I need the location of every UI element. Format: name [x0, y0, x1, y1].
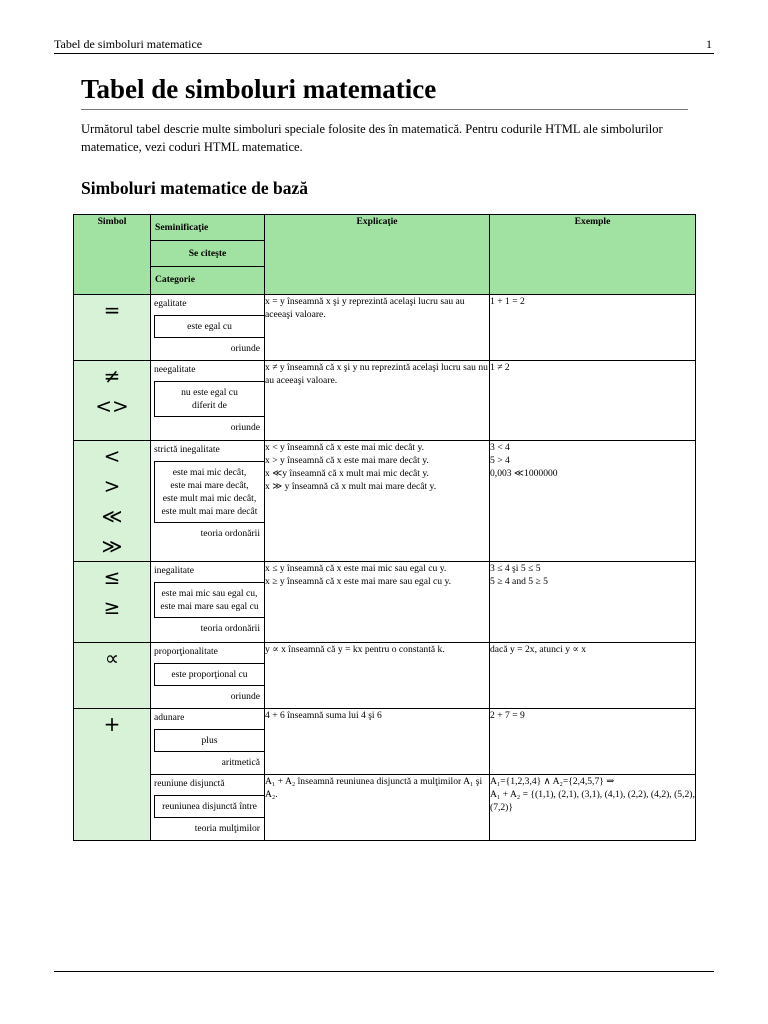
explanation-line: x ≠ y înseamnă că x şi y nu reprezintă acelaşi lucru sau nu au aceeaşi valoare.	[265, 362, 488, 386]
reads-line: este mult mai mic decât,	[162, 493, 257, 504]
explanation-line: x < y înseamnă că x este mai mic decât y.	[265, 442, 425, 453]
explanation-cell	[265, 295, 490, 361]
example-line: 0,003 ≪1000000	[490, 468, 558, 479]
meaning-reads	[154, 729, 264, 752]
symbol-glyph: +	[103, 712, 121, 736]
reads-line: este mai mic decât,	[172, 467, 247, 478]
title-rule	[81, 109, 688, 110]
reads-line: plus	[201, 735, 218, 746]
examples-cell	[490, 562, 696, 643]
example-line: 1 + 1 = 2	[490, 296, 525, 307]
reads-line: este mai mare sau egal cu	[160, 601, 259, 612]
explanation-cell	[265, 709, 490, 775]
meaning-name: inegalitate	[154, 565, 194, 576]
explanation-line: x ≪y înseamnă că x mult mai mic decât y.	[265, 468, 429, 479]
running-header	[54, 36, 714, 52]
example-line: dacă y = 2x, atunci y ∝ x	[490, 644, 587, 655]
meaning-category: teoria mulţimilor	[194, 823, 260, 834]
meaning-reads	[154, 461, 264, 523]
table-row	[74, 562, 696, 643]
explanation-cell	[265, 643, 490, 709]
meaning-category: teoria ordonării	[200, 623, 260, 634]
symbol-cell	[74, 295, 151, 361]
explanation-line: y ∝ x înseamnă că y = kx pentru o constantă k.	[265, 644, 445, 655]
meaning-category: teoria ordonării	[200, 528, 260, 539]
reads-line: este mai mare decât,	[170, 480, 249, 491]
explanation-cell	[265, 441, 490, 562]
explanation-line: x ≤ y înseamnă că x este mai mic sau egal cu y.	[265, 563, 447, 574]
symbol-cell	[74, 562, 151, 643]
symbol-glyph: ≪	[101, 504, 123, 528]
table-row	[74, 709, 696, 775]
symbol-cell	[74, 643, 151, 709]
header-meaning-group	[151, 215, 265, 295]
examples-cell	[490, 295, 696, 361]
meaning-name: strictă inegalitate	[154, 444, 220, 455]
example-line: A₁={1,2,3,4} ∧ A₂={2,4,5,7} ⇒	[490, 776, 615, 787]
examples-cell	[490, 775, 696, 841]
reads-line: este proporţional cu	[171, 669, 248, 680]
meaning-name: reuniune disjunctă	[154, 778, 225, 789]
meaning-reads	[154, 381, 264, 417]
meaning-cell	[151, 441, 265, 562]
header-explanation-label: Explicaţie	[356, 216, 398, 227]
explanation-line: x ≫ y înseamnă că x mult mai mare decât y.	[265, 481, 437, 492]
table-row	[74, 643, 696, 709]
meaning-reads	[154, 795, 264, 818]
header-symbol-label: Simbol	[97, 216, 127, 227]
meaning-reads	[154, 582, 264, 618]
reads-line: nu este egal cu	[181, 387, 238, 398]
meaning-name: egalitate	[154, 298, 187, 309]
meaning-cell	[151, 775, 265, 841]
header-meaning: Seminificaţie	[151, 215, 264, 241]
explanation-line: 4 + 6 înseamnă suma lui 4 şi 6	[265, 710, 382, 721]
header-examples	[490, 215, 696, 295]
symbol-glyph: <>	[95, 394, 129, 418]
bottom-rule	[54, 971, 714, 972]
meaning-reads	[154, 663, 264, 686]
explanation-cell	[265, 361, 490, 441]
symbol-glyph: ≫	[101, 534, 123, 558]
meaning-category: oriunde	[230, 343, 260, 354]
explanation-cell	[265, 775, 490, 841]
example-line: 3 < 4	[490, 442, 510, 453]
symbol-glyph: ≠	[103, 364, 121, 388]
header-category: Categorie	[155, 274, 195, 285]
examples-cell	[490, 709, 696, 775]
meaning-cell	[151, 295, 265, 361]
symbol-cell	[74, 441, 151, 562]
meaning-reads	[154, 315, 264, 338]
example-line: 5 ≥ 4 and 5 ≥ 5	[490, 576, 548, 587]
intro-paragraph: Următorul tabel descrie multe simboluri speciale folosite des în matematică. Pentru codurile HTML ale simbolurilor matematice, vezi coduri HTML matematice.	[81, 122, 663, 154]
meaning-cell	[151, 643, 265, 709]
explanation-line: A₁ + A₂ înseamnă reuniunea disjunctă a mulţimilor A₁ şi A₂.	[265, 776, 483, 800]
meaning-category: oriunde	[230, 691, 260, 702]
header-reads: Se citeşte	[151, 241, 264, 267]
examples-cell	[490, 361, 696, 441]
example-line: 2 + 7 = 9	[490, 710, 525, 721]
section-heading: Simboluri matematice de bază	[81, 178, 308, 198]
header-examples-label: Exemple	[574, 216, 611, 227]
running-header-title: Tabel de simboluri matematice	[54, 37, 203, 51]
table-body	[74, 295, 696, 841]
symbol-glyph: ∝	[104, 646, 120, 670]
symbol-glyph: <	[103, 444, 121, 468]
table-header-row	[74, 215, 696, 295]
meaning-category: aritmetică	[221, 757, 260, 768]
reads-line: reuniunea disjunctă între	[162, 801, 257, 812]
reads-line: este egal cu	[187, 321, 232, 332]
explanation-line: x > y înseamnă că x este mai mare decât y.	[265, 455, 429, 466]
examples-cell	[490, 441, 696, 562]
header-symbol	[74, 215, 151, 295]
reads-line: este mult mai mare decât	[161, 506, 258, 517]
explanation-line: x ≥ y înseamnă că x este mai mare sau egal cu y.	[265, 576, 452, 587]
symbol-glyph: =	[103, 298, 121, 322]
example-line: A₁ + A₂ = {(1,1), (2,1), (3,1), (4,1), (2,2), (4,2), (5,2), (7,2)}	[490, 789, 695, 813]
table-row	[74, 775, 696, 841]
meaning-category: oriunde	[230, 422, 260, 433]
example-line: 1 ≠ 2	[490, 362, 510, 373]
page-number: 1	[706, 37, 712, 51]
symbols-table	[73, 214, 696, 841]
examples-cell	[490, 643, 696, 709]
reads-line: diferit de	[192, 400, 227, 411]
meaning-name: neegalitate	[154, 364, 196, 375]
example-line: 3 ≤ 4 şi 5 ≤ 5	[490, 563, 541, 574]
reads-line: este mai mic sau egal cu,	[161, 588, 258, 599]
explanation-line: x = y înseamnă x şi y reprezintă acelaşi lucru sau au aceeaşi valoare.	[265, 296, 465, 320]
symbol-glyph: ≤	[103, 565, 121, 589]
table-row	[74, 361, 696, 441]
meaning-cell	[151, 361, 265, 441]
table-row	[74, 441, 696, 562]
symbol-glyph: >	[103, 474, 121, 498]
meaning-cell	[151, 709, 265, 775]
running-header-rule	[54, 53, 714, 54]
example-line: 5 > 4	[490, 455, 510, 466]
symbol-cell	[74, 709, 151, 841]
symbol-cell	[74, 361, 151, 441]
page-title: Tabel de simboluri matematice	[81, 74, 437, 104]
symbol-glyph: ≥	[103, 595, 121, 619]
meaning-name: adunare	[154, 712, 185, 723]
meaning-name: proporţionalitate	[154, 646, 218, 657]
table-row	[74, 295, 696, 361]
explanation-cell	[265, 562, 490, 643]
header-explanation	[265, 215, 490, 295]
meaning-cell	[151, 562, 265, 643]
